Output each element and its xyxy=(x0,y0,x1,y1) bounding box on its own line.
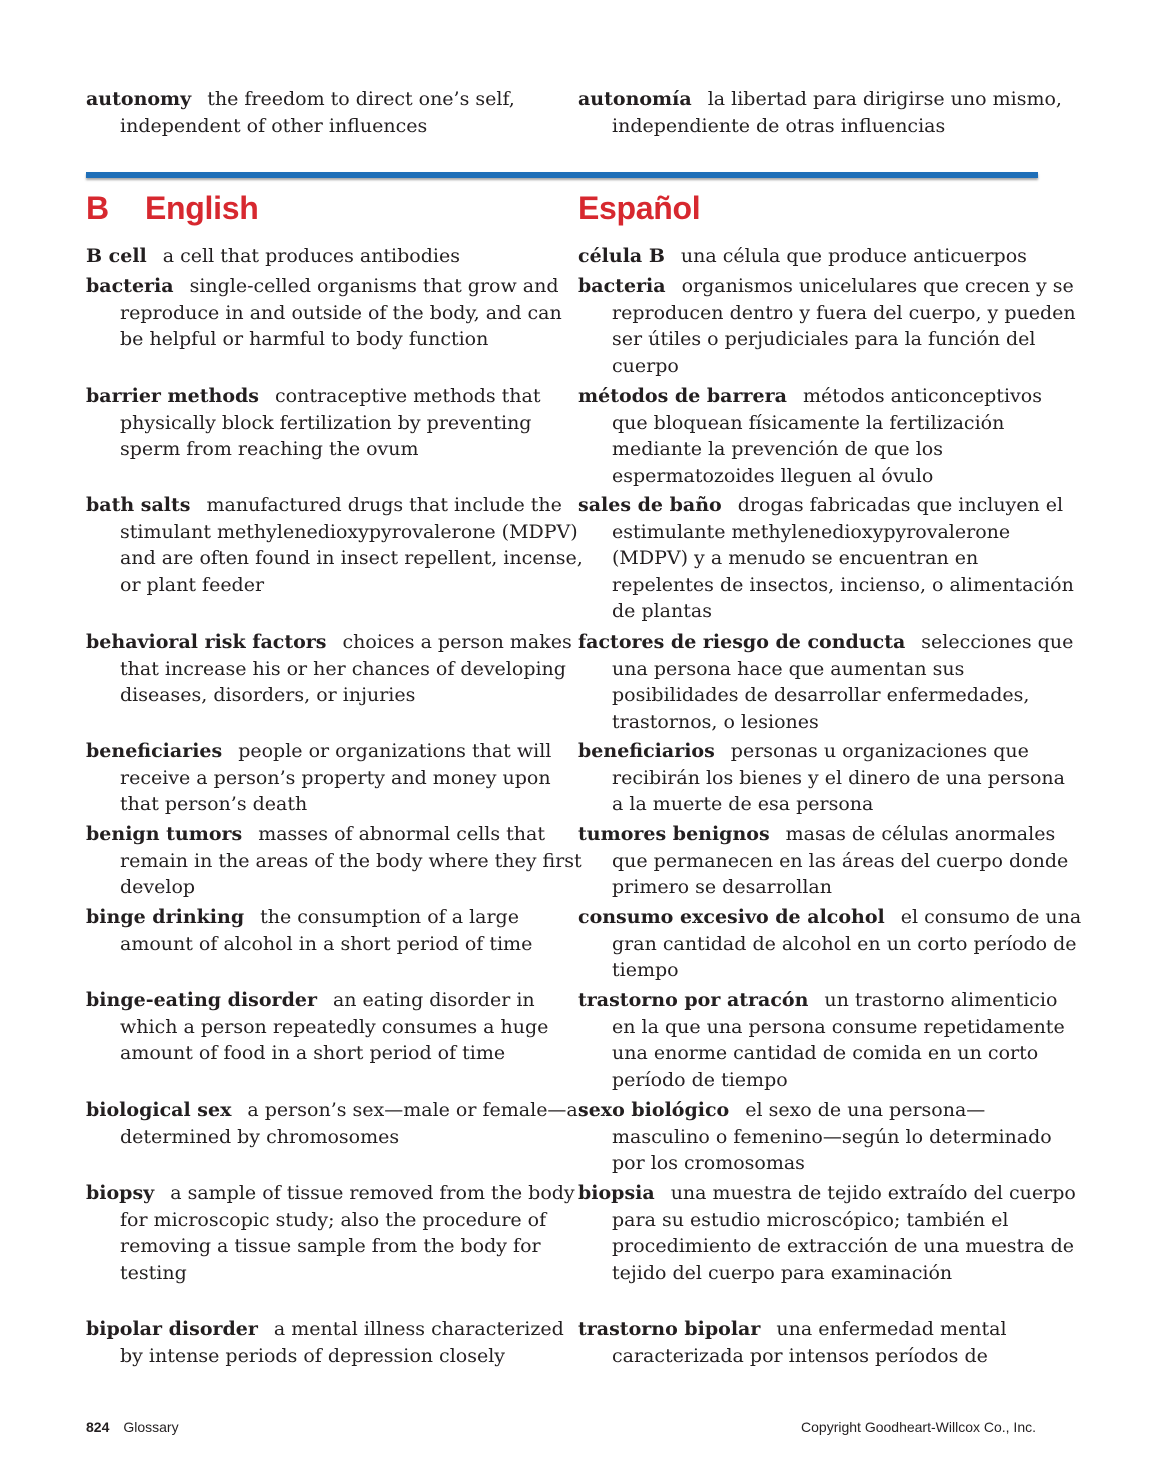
entry-definition: selecciones que una persona hace que aumentan sus posibilidades de desarrollar enfermedades, trastornos, o lesiones xyxy=(612,631,1074,733)
glossary-entry-en xyxy=(86,904,590,957)
entry-term: bacteria xyxy=(86,275,174,297)
entry-term: trastorno por atracón xyxy=(578,989,809,1011)
entry-term: biopsy xyxy=(86,1182,155,1204)
glossary-entry-es xyxy=(578,86,1082,139)
english-heading: English xyxy=(145,190,259,226)
entry-definition: manufactured drugs that include the stimulant methylenedioxypyrovalerone (MDPV) and are often found in insect repellent, incense, or plant feeder xyxy=(120,494,583,596)
footer-section-label: Glossary xyxy=(123,1419,179,1435)
entry-definition: the freedom to direct one’s self, independent of other influences xyxy=(120,88,515,137)
glossary-entry-en xyxy=(86,492,590,598)
entry-term: factores de riesgo de conducta xyxy=(578,631,906,653)
glossary-entry-en xyxy=(86,1097,590,1150)
glossary-entry-es xyxy=(578,904,1082,984)
entry-term: autonomía xyxy=(578,88,692,110)
entry-definition: organismos unicelulares que crecen y se reproducen dentro y fuera del cuerpo, y pueden ser útiles o perjudiciales para la función del cuerpo xyxy=(612,275,1076,377)
glossary-entry-es xyxy=(578,738,1082,818)
page-number: 824 xyxy=(86,1419,110,1435)
entry-term: autonomy xyxy=(86,88,192,110)
entry-term: sexo biológico xyxy=(578,1099,730,1121)
entry-definition: una célula que produce anticuerpos xyxy=(680,245,1027,267)
entry-term: tumores benignos xyxy=(578,823,770,845)
glossary-entry-en xyxy=(86,738,590,818)
entry-term: beneficiaries xyxy=(86,740,223,762)
glossary-entry-es xyxy=(578,243,1082,270)
entry-definition: a mental illness characterized by intense periods of depression closely xyxy=(120,1318,564,1367)
entry-definition: masses of abnormal cells that remain in the areas of the body where they first develop xyxy=(120,823,582,898)
entry-term: benign tumors xyxy=(86,823,243,845)
entry-definition: single-celled organisms that grow and reproduce in and outside of the body, and can be helpful or harmful to body function xyxy=(120,275,562,350)
entry-term: biopsia xyxy=(578,1182,655,1204)
glossary-entry-es xyxy=(578,273,1082,379)
glossary-entry-es xyxy=(578,629,1082,735)
entry-definition: masas de células anormales que permanecen en las áreas del cuerpo donde primero se desarrollan xyxy=(612,823,1069,898)
glossary-entry-en xyxy=(86,1316,590,1369)
entry-term: métodos de barrera xyxy=(578,385,787,407)
entry-definition: people or organizations that will receive a person’s property and money upon that person’s death xyxy=(120,740,552,815)
page-footer-left xyxy=(86,1418,179,1436)
glossary-entry-en xyxy=(86,821,590,901)
section-divider xyxy=(86,172,1038,178)
entry-definition: a sample of tissue removed from the body for microscopic study; also the procedure of removing a tissue sample from the body for testing xyxy=(120,1182,575,1284)
entry-definition: drogas fabricadas que incluyen el estimulante methylenedioxypyrovalerone (MDPV) y a menudo se encuentran en repelentes de insectos, incienso, o alimentación de plantas xyxy=(612,494,1074,622)
entry-definition: a cell that produces antibodies xyxy=(162,245,460,267)
entry-definition: the consumption of a large amount of alcohol in a short period of time xyxy=(120,906,533,955)
entry-definition: métodos anticonceptivos que bloquean físicamente la fertilización mediante la prevención de que los espermatozoides lleguen al óvulo xyxy=(612,385,1042,487)
glossary-entry-es xyxy=(578,1180,1082,1286)
entry-term: binge-eating disorder xyxy=(86,989,317,1011)
glossary-entry-es xyxy=(578,987,1082,1093)
entry-term: binge drinking xyxy=(86,906,245,928)
entry-term: bipolar disorder xyxy=(86,1318,258,1340)
entry-term: biological sex xyxy=(86,1099,232,1121)
entry-term: trastorno bipolar xyxy=(578,1318,761,1340)
copyright-notice: Copyright Goodheart-Willcox Co., Inc. xyxy=(801,1419,1036,1435)
entry-definition: choices a person makes that increase his or her chances of developing diseases, disorders, or injuries xyxy=(120,631,572,706)
glossary-entry-es xyxy=(578,1097,1082,1177)
entry-definition: an eating disorder in which a person repeatedly consumes a huge amount of food in a short period of time xyxy=(120,989,549,1064)
entry-term: célula B xyxy=(578,245,665,267)
entry-definition: personas u organizaciones que recibirán los bienes y el dinero de una persona a la muerte de esa persona xyxy=(612,740,1065,815)
glossary-entry-en xyxy=(86,273,590,353)
glossary-entry-es xyxy=(578,1316,1082,1369)
glossary-entry-es xyxy=(578,492,1082,625)
glossary-entry-en xyxy=(86,383,590,463)
glossary-entry-en xyxy=(86,987,590,1067)
entry-definition: contraceptive methods that physically block fertilization by preventing sperm from reaching the ovum xyxy=(120,385,541,460)
spanish-heading: Español xyxy=(578,190,701,226)
entry-definition: un trastorno alimenticio en la que una persona consume repetidamente una enorme cantidad de comida en un corto período de tiempo xyxy=(612,989,1065,1091)
glossary-entry-es xyxy=(578,821,1082,901)
entry-term: B cell xyxy=(86,245,147,267)
glossary-entry-en xyxy=(86,86,590,139)
entry-term: bath salts xyxy=(86,494,191,516)
entry-definition: la libertad para dirigirse uno mismo, independiente de otras influencias xyxy=(612,88,1062,137)
entry-definition: el sexo de una persona—masculino o femenino—según lo determinado por los cromosomas xyxy=(612,1099,1052,1174)
entry-term: behavioral risk factors xyxy=(86,631,327,653)
entry-definition: a person’s sex—male or female—as determined by chromosomes xyxy=(120,1099,588,1148)
entry-term: bacteria xyxy=(578,275,666,297)
glossary-entry-en xyxy=(86,1180,590,1286)
entry-definition: una muestra de tejido extraído del cuerpo para su estudio microscópico; también el procedimiento de extracción de una muestra de tejido del cuerpo para examinación xyxy=(612,1182,1076,1284)
entry-definition: el consumo de una gran cantidad de alcohol en un corto período de tiempo xyxy=(612,906,1082,981)
entry-definition: una enfermedad mental caracterizada por intensos períodos de xyxy=(612,1318,1007,1367)
glossary-entry-es xyxy=(578,383,1082,489)
entry-term: sales de baño xyxy=(578,494,722,516)
glossary-entry-en xyxy=(86,243,590,270)
section-letter: B xyxy=(86,190,109,226)
glossary-entry-en xyxy=(86,629,590,709)
entry-term: beneficiarios xyxy=(578,740,715,762)
entry-term: barrier methods xyxy=(86,385,259,407)
entry-term: consumo excesivo de alcohol xyxy=(578,906,885,928)
